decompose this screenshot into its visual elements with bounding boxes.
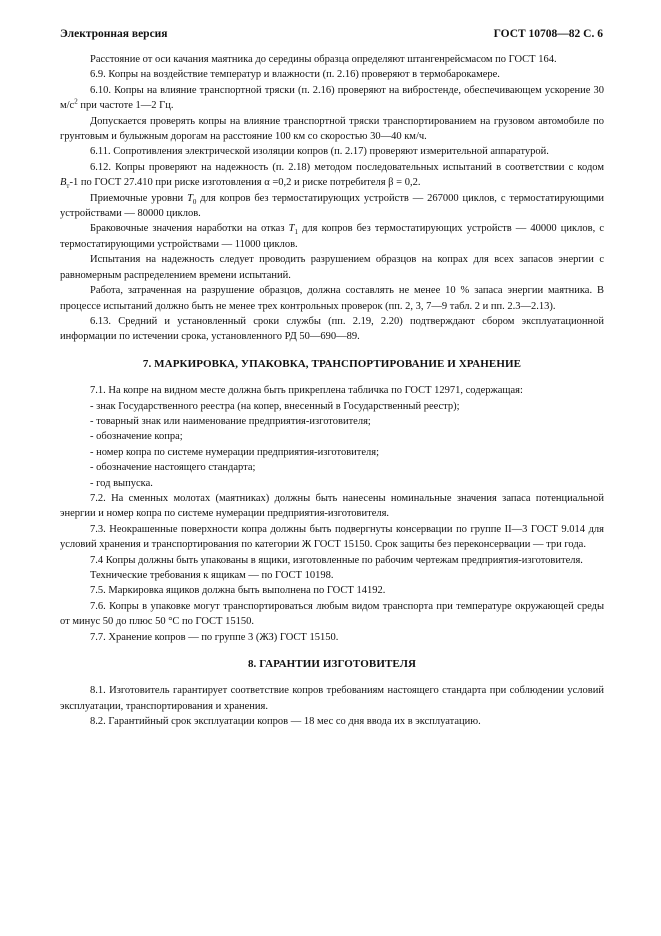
paragraph: 7.5. Маркировка ящиков должна быть выполнена по ГОСТ 14192. <box>90 585 386 597</box>
paragraph: Допускается проверять копры на влияние транспортной тряски транспортированием на грузовом автомобиле по грунтовым и булыжным дорогам на расстояние 100 км со скоростью 30—40 км/ч. <box>60 115 604 143</box>
text-run: для копров без термостатирующих устройств — 40000 циклов, с термостатирующими устройствами — 11000 циклов. <box>60 223 605 250</box>
superscript: 2 <box>74 97 78 106</box>
paragraph: 8.2. Гарантийный срок эксплуатации копров — 18 мес со дня ввода их в эксплуатацию. <box>90 716 481 728</box>
list-item: - обозначение копра; <box>90 431 183 443</box>
text-run: Приемочные уровни <box>90 192 188 204</box>
paragraph: Испытания на надежность следует проводить разрушением образцов на копрах для всех запасов энергии с равномерным распределением времени испытаний. <box>60 254 604 281</box>
text-run: -1 по ГОСТ 27.410 при риске изготовления α =0,2 и риске потребителя β = 0,2. <box>69 177 421 189</box>
section-heading: 8. ГАРАНТИИ ИЗГОТОВИТЕЛЯ <box>247 658 417 671</box>
text-run: Браковочные значения наработки на отказ <box>90 223 289 235</box>
list-item: - знак Государственного реестра (на копер, внесенный в Государственный реестр); <box>90 400 460 412</box>
text-run: для копров без термостатирующих устройств — 267000 циклов, с термостатирующими устройствами — 80000 циклов. <box>60 192 605 220</box>
paragraph: 7.2. На сменных молотах (маятниках) должны быть нанесены номинальные значения запаса потенциальной энергии и номер копра по системе нумерации предприятия-изготовителя. <box>60 492 604 520</box>
paragraph <box>60 191 604 222</box>
text-run: 6.12. Копры проверяют на надежность (п. 2.18) методом последовательных испытаний в соответствии с кодом <box>90 161 604 173</box>
paragraph <box>60 221 604 252</box>
subscript: 1 <box>294 228 298 237</box>
paragraph: 7.7. Хранение копров — по группе 3 (ЖЗ) ГОСТ 15150. <box>90 631 339 643</box>
header-edition-label: Электронная версия <box>60 28 168 40</box>
list-item: - товарный знак или наименование предприятия-изготовителя; <box>90 415 371 427</box>
section-heading: 7. МАРКИРОВКА, УПАКОВКА, ТРАНСПОРТИРОВАНИЕ И ХРАНЕНИЕ <box>142 357 522 370</box>
math-variable: B <box>60 177 67 189</box>
paragraph: 8.1. Изготовитель гарантирует соответствие копров требованиям настоящего стандарта при соблюдении условий эксплуатации, транспортирования и хранения. <box>60 685 604 712</box>
paragraph: Расстояние от оси качания маятника до середины образца определяют штангенрейсмасом по ГОСТ 164. <box>90 54 557 65</box>
text-run: 6.10. Копры на влияние транспортной тряски (п. 2.16) проверяют на вибростенде, обеспечивающем ускорение 30 м/с <box>60 84 604 112</box>
subscript: 0 <box>192 197 197 206</box>
paragraph: 6.13. Средний и установленный сроки службы (пп. 2.19, 2.20) подтверждают сбором эксплуатационной информации по истечении срока, установленного РД 50—690—89. <box>60 315 604 343</box>
header-standard-page: ГОСТ 10708—82 С. 6 <box>493 28 603 40</box>
math-variable: T <box>187 192 193 204</box>
paragraph: 6.9. Копры на воздействие температур и влажности (п. 2.16) проверяют в термобарокамере. <box>90 69 500 81</box>
paragraph: Работа, затраченная на разрушение образцов, должна составлять не менее 10 % запаса энергии маятника. В процессе испытаний должно быть не менее трех контрольных проверок (пп. 2, 3, 7—9 табл. 2 и пп. 2.3—2.13). <box>60 285 604 312</box>
paragraph: 6.11. Сопротивления электрической изоляции копров (п. 2.17) проверяют измерительной аппаратурой. <box>90 146 549 158</box>
list-item: - обозначение настоящего стандарта; <box>90 462 256 474</box>
document-body <box>60 52 604 730</box>
text-run: при частоте 1—2 Гц. <box>77 100 174 112</box>
subscript: т <box>66 182 70 191</box>
paragraph: 7.3. Неокрашенные поверхности копра должны быть подвергнуты консервации по группе II—3 ГОСТ 9.014 для условий хранения и транспортирования по категории Ж ГОСТ 15150. Срок защиты без переконсервации — три года. <box>60 523 604 551</box>
paragraph: 7.1. На копре на видном месте должна быть прикреплена табличка по ГОСТ 12971, содержащая: <box>90 385 523 397</box>
list-item: - номер копра по системе нумерации предприятия-изготовителя; <box>90 446 380 458</box>
paragraph: 7.4 Копры должны быть упакованы в ящики, изготовленные по рабочим чертежам предприятия-изготовителя. <box>90 554 583 566</box>
paragraph <box>60 160 604 191</box>
paragraph: 7.6. Копры в упаковке могут транспортироваться любым видом транспорта при температуре окружающей среды от минус 50 до плюс 50 °С по ГОСТ 15150. <box>60 600 604 628</box>
math-variable: T <box>288 223 295 235</box>
list-item: - год выпуска. <box>90 477 153 489</box>
paragraph: Технические требования к ящикам — по ГОСТ 10198. <box>90 570 334 581</box>
paragraph <box>60 83 604 114</box>
